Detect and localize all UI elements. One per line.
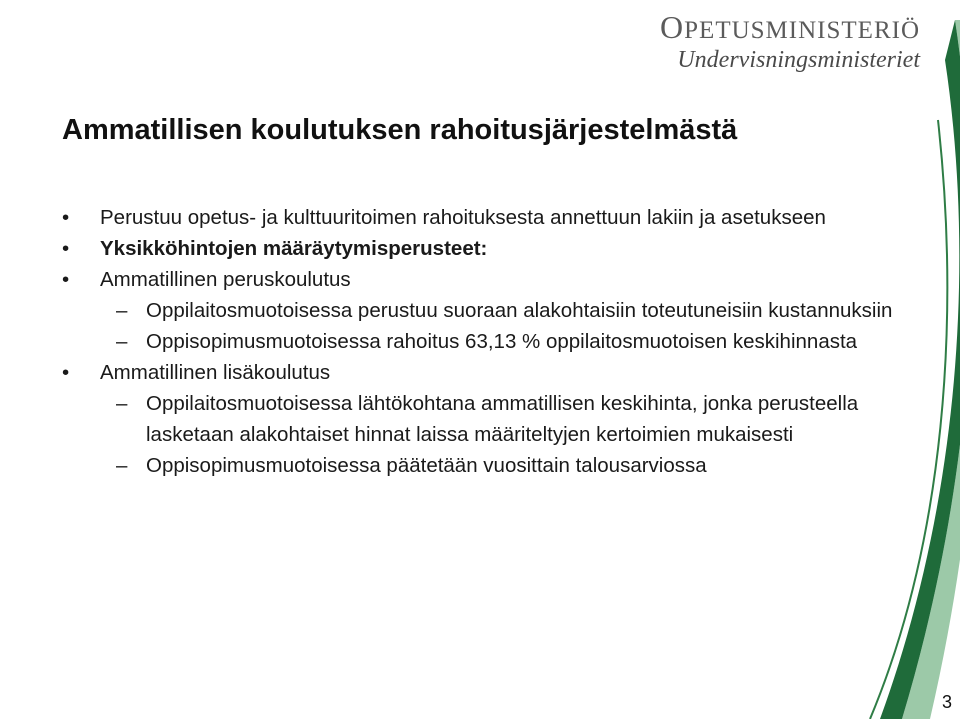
dash-marker: –	[116, 299, 128, 322]
logo-rest: PETUSMINISTERIÖ	[684, 17, 920, 44]
bullet-marker: •	[62, 268, 70, 291]
sub-item-text: Oppisopimusmuotoisessa päätetään vuosittain talousarviossa	[146, 454, 707, 477]
slide-title: Ammatillisen koulutuksen rahoitusjärjestelmästä	[62, 114, 738, 146]
ministry-logo	[660, 9, 920, 74]
sub-item-text: Oppilaitosmuotoisessa perustuu suoraan alakohtaisiin toteutuneisiin kustannuksiin	[146, 299, 893, 322]
dash-marker: –	[116, 392, 128, 415]
sub-item	[62, 295, 942, 326]
bullet-marker: •	[62, 361, 70, 384]
sub-item-text: Oppisopimusmuotoisessa rahoitus 63,13 % oppilaitosmuotoisen keskihinnasta	[146, 330, 858, 353]
bullet-marker: •	[62, 206, 70, 229]
bullet-marker: •	[62, 237, 70, 260]
logo-sub-text: Undervisningsministeriet	[677, 47, 920, 73]
bullet-item	[62, 233, 942, 264]
logo-initial: O	[660, 9, 685, 45]
bullet-text: Ammatillinen peruskoulutus	[100, 268, 351, 291]
sub-item	[62, 450, 942, 481]
bullet-item	[62, 264, 942, 295]
bullet-text: Ammatillinen lisäkoulutus	[100, 361, 331, 384]
bullet-item	[62, 202, 942, 233]
bullet-text: Perustuu opetus- ja kulttuuritoimen rahoituksesta annettuun lakiin ja asetukseen	[100, 206, 826, 229]
page-number: 3	[941, 692, 952, 712]
logo-main-text	[660, 9, 920, 46]
sub-item	[62, 388, 942, 450]
slide-content	[62, 202, 942, 481]
bullet-text: Yksikköhintojen määräytymisperusteet:	[100, 237, 488, 260]
bullet-item	[62, 357, 942, 388]
sub-item-text: Oppilaitosmuotoisessa lähtökohtana ammatillisen keskihinta, jonka perusteella lasketaan alakohtaiset hinnat laissa määriteltyjen kertoimien mukaisesti	[146, 392, 859, 446]
dash-marker: –	[116, 330, 128, 353]
sub-item	[62, 326, 942, 357]
dash-marker: –	[116, 454, 128, 477]
